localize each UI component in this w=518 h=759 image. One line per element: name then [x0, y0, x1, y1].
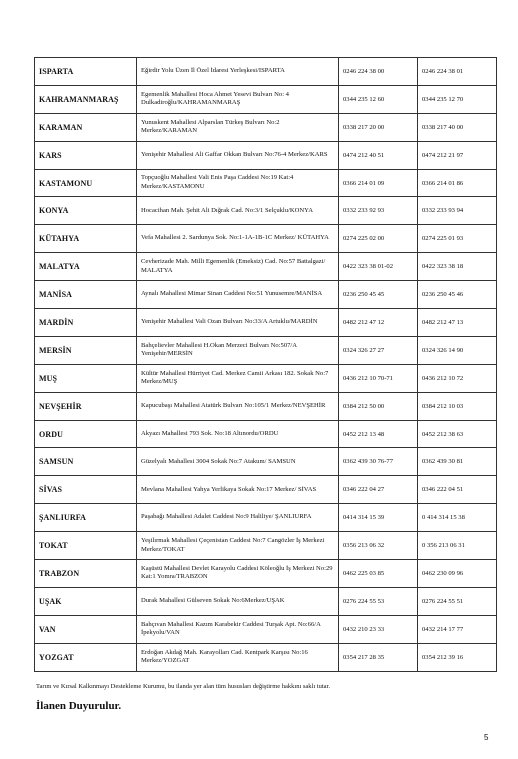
rights-reserved-note: Tarım ve Kırsal Kalkınmayı Destekleme Kurumu, bu ilanda yer alan tüm hususları değiştirme hakkını saklı tutar.	[36, 683, 330, 690]
announcement-heading: İlanen Duyurulur.	[36, 700, 122, 712]
fax-cell: 0474 212 21 97	[418, 141, 497, 169]
table-row	[35, 253, 497, 281]
address-cell: Topçuoğlu Mahallesi Vali Enis Paşa Caddesi No:19 Kat:4 Merkez/KASTAMONU	[137, 169, 339, 197]
table-row	[35, 58, 497, 86]
fax-cell: 0384 212 10 03	[418, 392, 497, 420]
province-cell: NEVŞEHİR	[35, 392, 137, 420]
table-row	[35, 141, 497, 169]
fax-cell: 0452 212 38 63	[418, 420, 497, 448]
address-cell: Egemenlik Mahallesi Hoca Ahmet Yesevi Bulvarı No: 4 Dulkadiroğlu/KAHRAMANMARAŞ	[137, 85, 339, 113]
phone-cell: 0236 250 45 45	[339, 281, 418, 309]
table-row	[35, 420, 497, 448]
fax-cell: 0346 222 04 51	[418, 476, 497, 504]
table-row	[35, 643, 497, 671]
table-row	[35, 169, 497, 197]
phone-cell: 0332 233 92 93	[339, 197, 418, 225]
province-cell: MANİSA	[35, 281, 137, 309]
phone-cell: 0356 213 06 32	[339, 532, 418, 560]
fax-cell: 0274 225 01 93	[418, 225, 497, 253]
table-row	[35, 392, 497, 420]
fax-cell: 0462 230 09 96	[418, 560, 497, 588]
address-cell: Durak Mahallesi Gülseven Sokak No:6Merkez/UŞAK	[137, 587, 339, 615]
address-cell: Yenişehir Mahallesi Vali Ozan Bulvarı No:33/A Artuklu/MARDİN	[137, 309, 339, 337]
page-number: 5	[484, 733, 489, 742]
fax-cell: 0422 323 38 18	[418, 253, 497, 281]
province-cell: KÜTAHYA	[35, 225, 137, 253]
fax-cell: 0432 214 17 77	[418, 615, 497, 643]
fax-cell: 0332 233 93 94	[418, 197, 497, 225]
province-cell: KAHRAMANMARAŞ	[35, 85, 137, 113]
province-cell: ORDU	[35, 420, 137, 448]
fax-cell: 0362 439 30 81	[418, 448, 497, 476]
table-row	[35, 560, 497, 588]
phone-cell: 0246 224 38 00	[339, 58, 418, 86]
province-cell: SAMSUN	[35, 448, 137, 476]
fax-cell: 0246 224 38 01	[418, 58, 497, 86]
province-cell: MARDİN	[35, 309, 137, 337]
province-cell: VAN	[35, 615, 137, 643]
fax-cell: 0 414 314 15 38	[418, 504, 497, 532]
province-cell: UŞAK	[35, 587, 137, 615]
address-cell: Bahçıvan Mahallesi Kazım Karabekir Caddesi Turşak Apt. No:66/A İpekyolu/VAN	[137, 615, 339, 643]
phone-cell: 0436 212 10 70-71	[339, 364, 418, 392]
address-cell: Aynalı Mahallesi Mimar Sinan Caddesi No:51 Yunusemre/MANİSA	[137, 281, 339, 309]
fax-cell: 0344 235 12 70	[418, 85, 497, 113]
fax-cell: 0 356 213 06 31	[418, 532, 497, 560]
phone-cell: 0274 225 02 00	[339, 225, 418, 253]
address-cell: Kültür Mahallesi Hürriyet Cad. Merkez Camii Arkası 182. Sokak No:7 Merkez/MUŞ	[137, 364, 339, 392]
fax-cell: 0482 212 47 13	[418, 309, 497, 337]
table-row	[35, 113, 497, 141]
fax-cell: 0276 224 55 51	[418, 587, 497, 615]
phone-cell: 0432 210 23 33	[339, 615, 418, 643]
province-cell: KASTAMONU	[35, 169, 137, 197]
province-cell: MUŞ	[35, 364, 137, 392]
phone-cell: 0324 326 27 27	[339, 336, 418, 364]
province-cell: ŞANLIURFA	[35, 504, 137, 532]
phone-cell: 0414 314 15 39	[339, 504, 418, 532]
office-rows	[35, 58, 497, 672]
phone-cell: 0366 214 01 09	[339, 169, 418, 197]
phone-cell: 0362 439 30 76-77	[339, 448, 418, 476]
table-row	[35, 532, 497, 560]
table-row	[35, 364, 497, 392]
fax-cell: 0436 212 10 72	[418, 364, 497, 392]
province-cell: KARAMAN	[35, 113, 137, 141]
table-row	[35, 504, 497, 532]
fax-cell: 0354 212 39 16	[418, 643, 497, 671]
address-cell: Yenişehir Mahallesi Ali Gaffar Okkan Bulvarı No:76-4 Merkez/KARS	[137, 141, 339, 169]
phone-cell: 0344 235 12 60	[339, 85, 418, 113]
province-cell: ISPARTA	[35, 58, 137, 86]
table-row	[35, 476, 497, 504]
phone-cell: 0346 222 04 27	[339, 476, 418, 504]
fax-cell: 0338 217 40 00	[418, 113, 497, 141]
table-row	[35, 587, 497, 615]
address-cell: Yeşilırmak Mahallesi Çeçenistan Caddesi No:7 Cangözler İş Merkezi Merkez/TOKAT	[137, 532, 339, 560]
province-cell: KONYA	[35, 197, 137, 225]
phone-cell: 0384 212 50 00	[339, 392, 418, 420]
address-cell: Erdoğan Akdağ Mah. Karayolları Cad. Kentpark Karşısı No:16 Merkez/YOZGAT	[137, 643, 339, 671]
province-cell: SİVAS	[35, 476, 137, 504]
address-cell: Akyazı Mahallesi 793 Sok. No:18 Altınordu/ORDU	[137, 420, 339, 448]
address-cell: Vefa Mahallesi 2. Sardunya Sok. No:1-1A-1B-1C Merkez/ KÜTAHYA	[137, 225, 339, 253]
phone-cell: 0452 212 13 48	[339, 420, 418, 448]
phone-cell: 0422 323 38 01-02	[339, 253, 418, 281]
address-cell: Bahçelievler Mahallesi H.Okan Merzeci Bulvarı No:507/A Yenişehir/MERSİN	[137, 336, 339, 364]
phone-cell: 0462 225 03 85	[339, 560, 418, 588]
table-row	[35, 336, 497, 364]
province-cell: YOZGAT	[35, 643, 137, 671]
fax-cell: 0366 214 01 86	[418, 169, 497, 197]
address-cell: Kaşüstü Mahallesi Devlet Karayolu Caddesi Köleoğlu İş Merkezi No:29 Kat:1 Yomra/TRABZON	[137, 560, 339, 588]
address-cell: Paşabağı Mahallesi Adalet Caddesi No:9 Haliliye/ ŞANLIURFA	[137, 504, 339, 532]
phone-cell: 0354 217 28 35	[339, 643, 418, 671]
address-cell: Kapucubaşı Mahallesi Atatürk Bulvarı No:105/1 Merkez/NEVŞEHİR	[137, 392, 339, 420]
table-row	[35, 85, 497, 113]
province-cell: TRABZON	[35, 560, 137, 588]
province-cell: MALATYA	[35, 253, 137, 281]
table-row	[35, 309, 497, 337]
address-cell: Yunuskent Mahallesi Alparslan Türkeş Bulvarı No:2 Merkez/KARAMAN	[137, 113, 339, 141]
province-cell: KARS	[35, 141, 137, 169]
province-cell: TOKAT	[35, 532, 137, 560]
address-cell: Mevlana Mahallesi Yahya Yerlikaya Sokak No:17 Merkez/ SİVAS	[137, 476, 339, 504]
fax-cell: 0324 326 14 90	[418, 336, 497, 364]
provincial-offices-table	[34, 57, 497, 672]
province-cell: MERSİN	[35, 336, 137, 364]
address-cell: Eğirdir Yolu Üzen İl Özel İdaresi Yerleşkesi/ISPARTA	[137, 58, 339, 86]
table-row	[35, 197, 497, 225]
table-row	[35, 448, 497, 476]
table-row	[35, 615, 497, 643]
phone-cell: 0276 224 55 53	[339, 587, 418, 615]
phone-cell: 0338 217 20 00	[339, 113, 418, 141]
table-row	[35, 225, 497, 253]
table-row	[35, 281, 497, 309]
fax-cell: 0236 250 45 46	[418, 281, 497, 309]
address-cell: Güzelyalı Mahallesi 3004 Sokak No:7 Atakum/ SAMSUN	[137, 448, 339, 476]
address-cell: Hocacihan Mah. Şehit Ali Dığrak Cad. No:3/1 Selçuklu/KONYA	[137, 197, 339, 225]
phone-cell: 0474 212 40 51	[339, 141, 418, 169]
address-cell: Cevherizade Mah. Milli Egemenlik (Emeksiz) Cad. No:57 Battalgazi/ MALATYA	[137, 253, 339, 281]
phone-cell: 0482 212 47 12	[339, 309, 418, 337]
